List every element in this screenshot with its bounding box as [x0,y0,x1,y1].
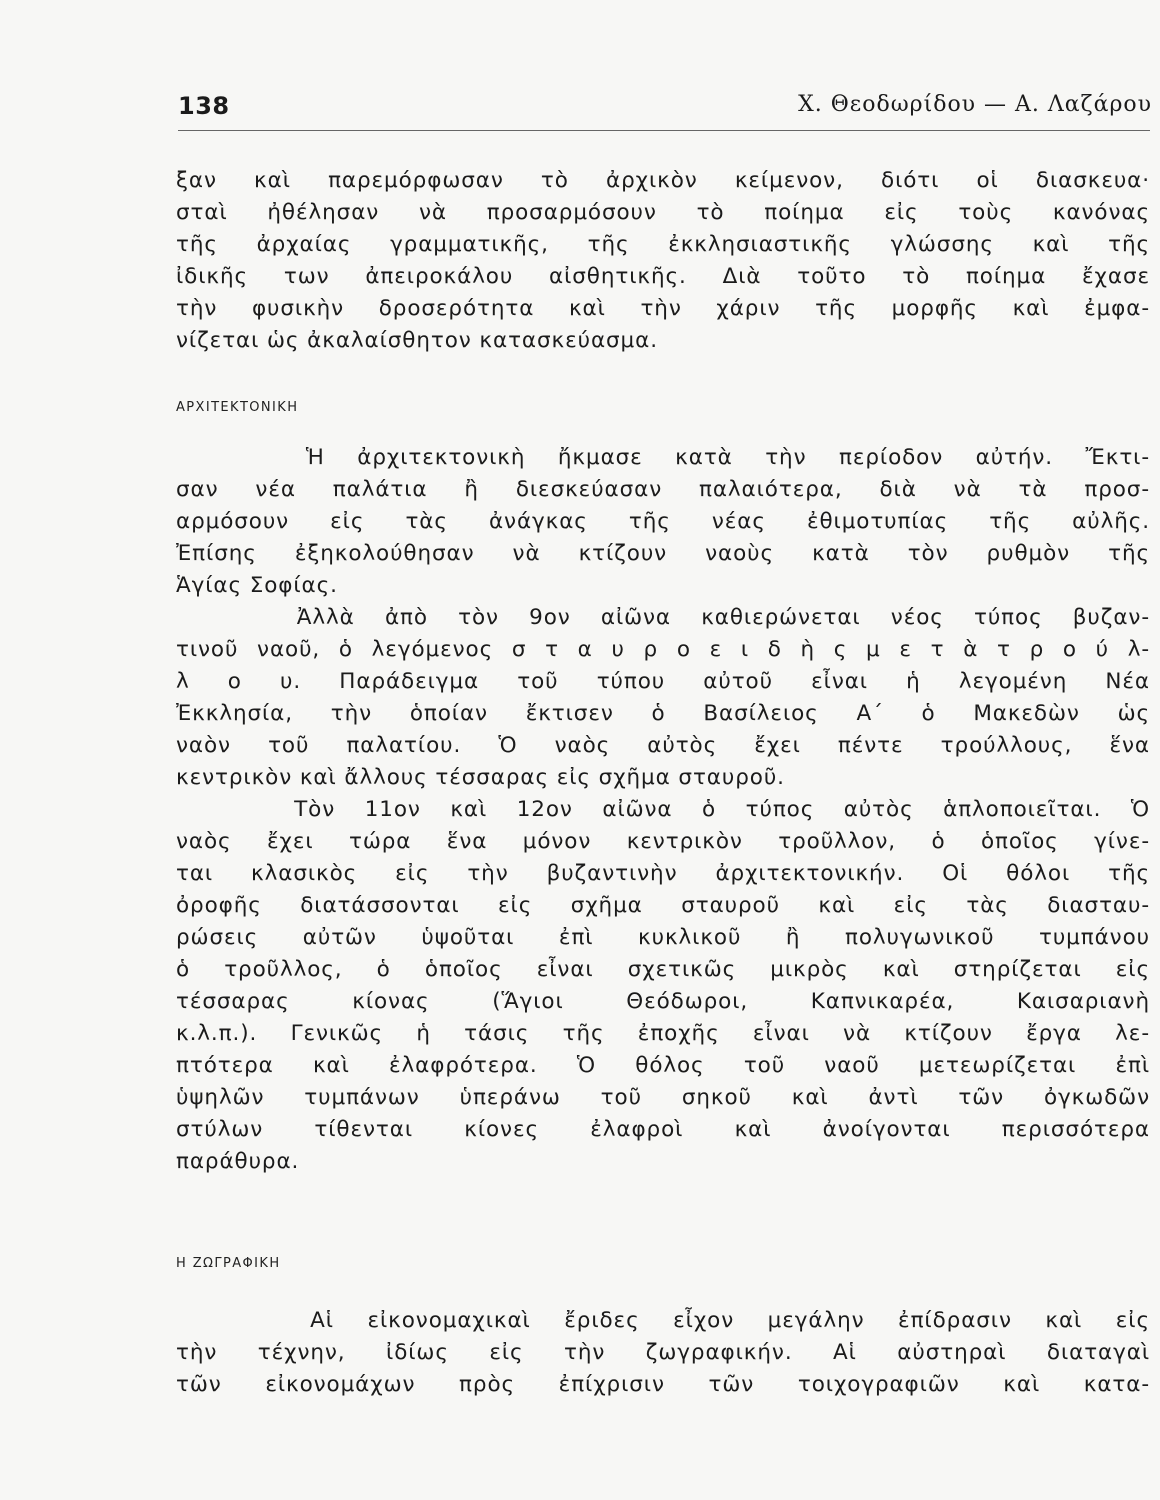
running-title: Χ. Θεοδωρίδου — Α. Λαζάρου [798,92,1152,117]
text-line: ὀροφῆς διατάσσονται εἰς σχῆμα σταυροῦ καὶ εἰς τὰς διασταυ- [176,893,1150,918]
running-head [178,92,1152,132]
text-line: τέσσαρας κίονας (Ἅγιοι Θεόδωροι, Καπνικαρέα, Καισαριανὴ [176,989,1150,1014]
section-heading-architecture: ΑΡΧΙΤΕΚΤΟΝΙΚΗ [176,400,299,415]
text-line: Ἡ ἀρχιτεκτονικὴ ἤκμασε κατὰ τὴν περίοδον αὐτήν. Ἔκτι- [176,445,1150,470]
text-line: τινοῦ ναοῦ, ὁ λεγόμενος σ τ α υ ρ ο ε ι δ ὴ ς μ ε τ ὰ τ ρ ο ύ λ- [176,637,1150,662]
text-line: κεντρικὸν καὶ ἄλλους τέσσαρας εἰς σχῆμα σταυροῦ. [176,765,785,790]
text-line: Ἀλλὰ ἀπὸ τὸν 9ον αἰῶνα καθιερώνεται νέος τύπος βυζαν- [176,605,1150,630]
text-line: ὑψηλῶν τυμπάνων ὑπεράνω τοῦ σηκοῦ καὶ ἀντὶ τῶν ὀγκωδῶν [176,1085,1150,1110]
text-line: σαν νέα παλάτια ἢ διεσκεύασαν παλαιότερα, διὰ νὰ τὰ προσ- [176,477,1150,502]
text-line: ναὸν τοῦ παλατίου. Ὁ ναὸς αὐτὸς ἔχει πέντε τρούλλους, ἕνα [176,733,1150,758]
painting-text [176,1305,1150,1401]
text-line: νίζεται ὡς ἀκαλαίσθητον κατασκεύασμα. [176,328,658,353]
text-line: τὴν φυσικὴν δροσερότητα καὶ τὴν χάριν τῆς μορφῆς καὶ ἐμφα- [176,296,1150,321]
text-line: ἰδικῆς των ἀπειροκάλου αἰσθητικῆς. Διὰ τοῦτο τὸ ποίημα ἔχασε [176,264,1150,289]
text-line: τῆς ἀρχαίας γραμματικῆς, τῆς ἐκκλησιαστικῆς γλώσσης καὶ τῆς [176,232,1150,257]
text-line: Ἐκκλησία, τὴν ὁποίαν ἔκτισεν ὁ Βασίλειος Α΄ ὁ Μακεδὼν ὡς [176,701,1150,726]
text-line: ξαν καὶ παρεμόρφωσαν τὸ ἀρχικὸν κείμενον, διότι οἱ διασκευα· [176,168,1150,193]
text-line: στύλων τίθενται κίονες ἐλαφροὶ καὶ ἀνοίγονται περισσότερα [176,1117,1150,1142]
section-heading-painting: Η ΖΩΓΡΑΦΙΚΗ [176,1256,281,1271]
text-line: Ἐπίσης ἐξηκολούθησαν νὰ κτίζουν ναοὺς κατὰ τὸν ρυθμὸν τῆς [176,541,1150,566]
text-line: αρμόσουν εἰς τὰς ἀνάγκας τῆς νέας ἐθιμοτυπίας τῆς αὐλῆς. [176,509,1150,534]
text-line: ναὸς ἔχει τώρα ἕνα μόνον κεντρικὸν τροῦλλον, ὁ ὁποῖος γίνε- [176,829,1150,854]
page-number: 138 [178,92,230,120]
text-line: σταὶ ἠθέλησαν νὰ προσαρμόσουν τὸ ποίημα εἰς τοὺς κανόνας [176,200,1150,225]
text-line: ται κλασικὸς εἰς τὴν βυζαντινὴν ἀρχιτεκτονικήν. Οἱ θόλοι τῆς [176,861,1150,886]
text-line: λ ο υ. Παράδειγμα τοῦ τύπου αὐτοῦ εἶναι ἡ λεγομένη Νέα [176,669,1150,694]
continuation-paragraph [176,165,1150,357]
text-line: τὴν τέχνην, ἰδίως εἰς τὴν ζωγραφικήν. Αἱ αὐστηραὶ διαταγαὶ [176,1340,1150,1365]
text-line: παράθυρα. [176,1149,300,1174]
header-divider [178,130,1150,131]
text-line: Αἱ εἰκονομαχικαὶ ἔριδες εἶχον μεγάλην ἐπίδρασιν καὶ εἰς [176,1308,1150,1333]
text-line: τῶν εἰκονομάχων πρὸς ἐπίχρισιν τῶν τοιχογραφιῶν καὶ κατα- [176,1372,1150,1397]
text-line: κ.λ.π.). Γενικῶς ἡ τάσις τῆς ἐποχῆς εἶναι νὰ κτίζουν ἔργα λε- [176,1021,1150,1046]
text-line: ὁ τροῦλλος, ὁ ὁποῖος εἶναι σχετικῶς μικρὸς καὶ στηρίζεται εἰς [176,957,1150,982]
architecture-text [176,442,1150,1178]
text-line: Ἁγίας Σοφίας. [176,573,338,598]
text-line: Τὸν 11ον καὶ 12ον αἰῶνα ὁ τύπος αὐτὸς ἁπλοποιεῖται. Ὁ [176,797,1150,822]
text-line: πτότερα καὶ ἐλαφρότερα. Ὁ θόλος τοῦ ναοῦ μετεωρίζεται ἐπὶ [176,1053,1150,1078]
text-line: ρώσεις αὐτῶν ὑψοῦται ἐπὶ κυκλικοῦ ἢ πολυγωνικοῦ τυμπάνου [176,925,1150,950]
